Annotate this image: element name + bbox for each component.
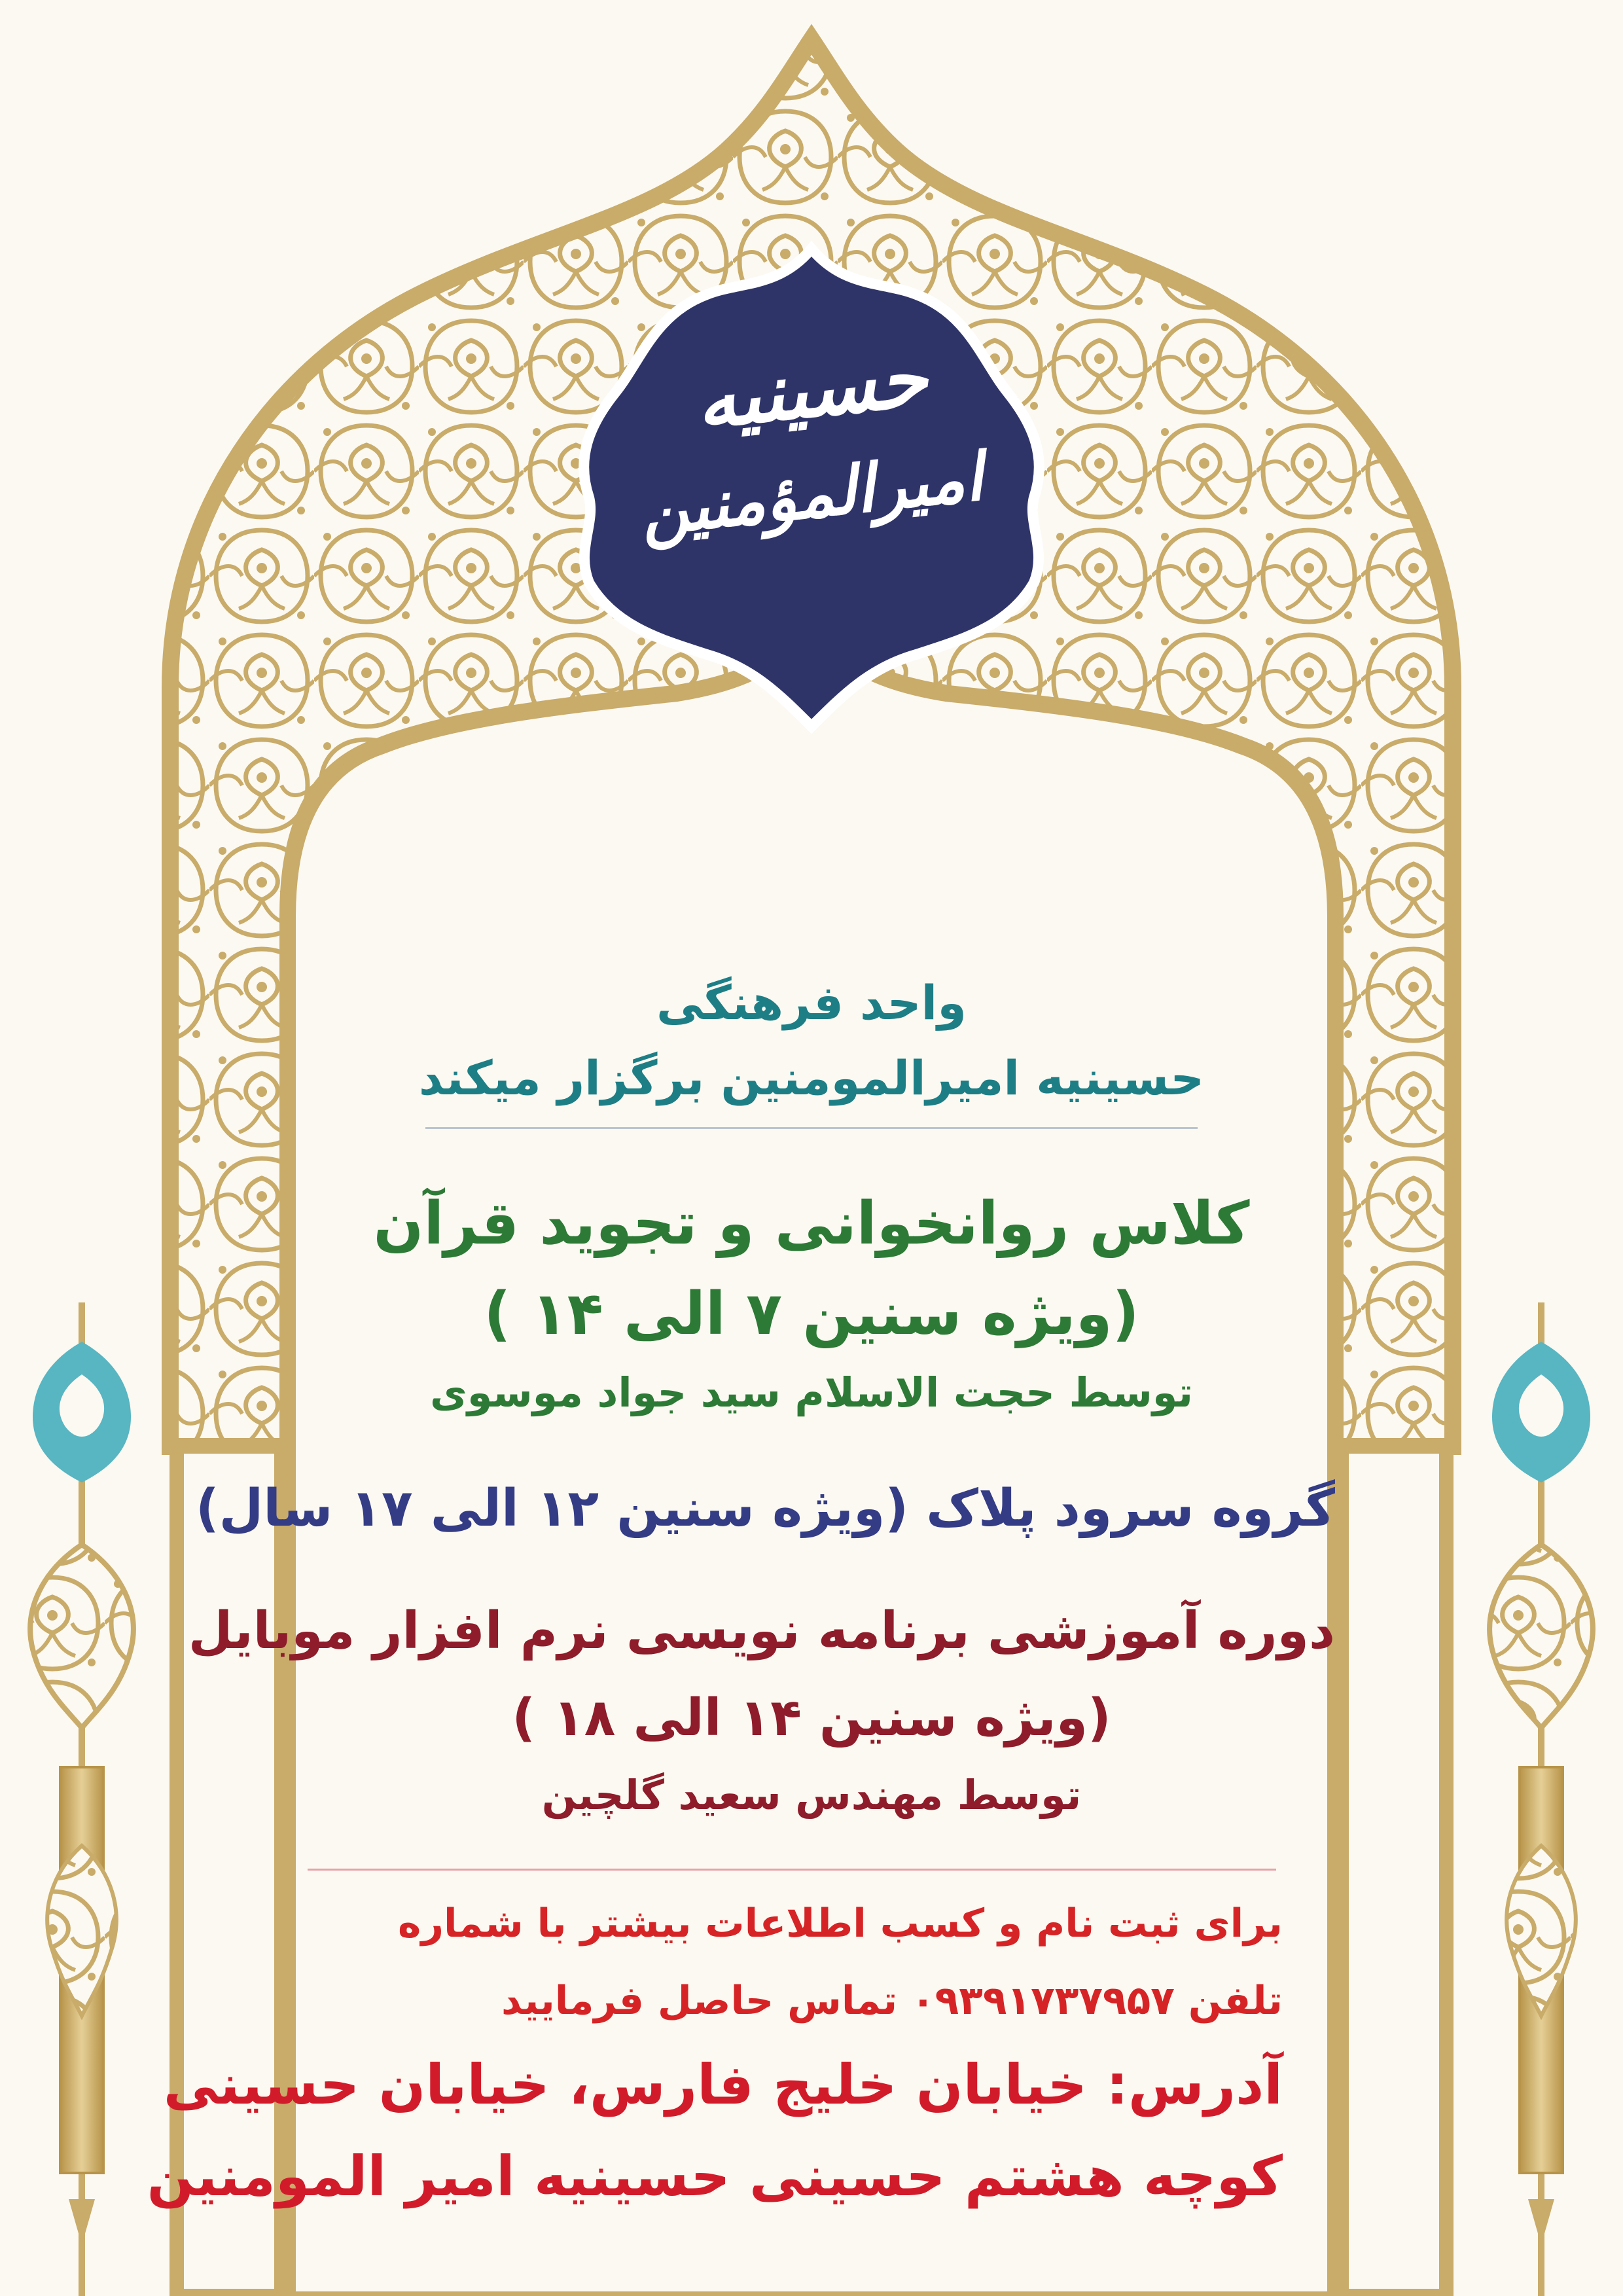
quran-class-teacher: توسط حجت الاسلام سید جواد موسوی <box>430 1369 1193 1416</box>
contact-section <box>301 1885 1283 2039</box>
logo-calligraphy <box>589 331 1034 551</box>
logo-line-1: حسینیه <box>691 331 932 448</box>
address-line-2: کوچه هشتم حسینی حسینیه امیر المومنین <box>147 2144 1283 2208</box>
mobile-course-section <box>188 1587 1335 1829</box>
organizer-divider <box>425 1127 1198 1129</box>
organizer-heading <box>288 965 1335 1116</box>
mobile-course-ages: (ویژه سنین ۱۴ الی ۱۸ ) <box>512 1689 1111 1748</box>
choir-title: گروه سرود پلاک (ویژه سنین ۱۲ الی ۱۷ سال) <box>195 1479 1335 1538</box>
right-pillar <box>1342 1446 1446 2296</box>
right-lamp-ornament <box>1489 1302 1593 2296</box>
address-section <box>147 2039 1283 2222</box>
mobile-course-teacher: توسط مهندس سعید گلچین <box>541 1771 1082 1819</box>
address-line-1: آدرس: خیابان خلیج فارس، خیابان حسینی <box>163 2053 1283 2117</box>
quran-class-section <box>288 1178 1335 1427</box>
contact-phone-line: تلفن ۰۹۳۹۱۷۳۷۹۵۷ تماس حاصل فرمایید <box>501 1978 1283 2024</box>
organizer-line-2: حسینیه امیرالمومنین برگزار میکند <box>418 1050 1205 1105</box>
choir-section <box>195 1466 1335 1551</box>
organizer-line-1: واحد فرهنگی <box>656 975 967 1030</box>
mobile-course-title: دوره آموزشی برنامه نویسی نرم افزار موبایل <box>188 1602 1335 1660</box>
left-lamp-ornament <box>30 1302 134 2296</box>
logo-line-2: امیرالمؤمنین <box>637 437 986 551</box>
quran-class-ages: (ویژه سنین ۷ الی ۱۴ ) <box>484 1280 1139 1348</box>
contact-divider <box>308 1869 1276 1871</box>
contact-line-1: برای ثبت نام و کسب اطلاعات بیشتر با شماره <box>398 1901 1283 1946</box>
quran-class-title: کلاس روانخوانی و تجوید قرآن <box>373 1189 1250 1258</box>
